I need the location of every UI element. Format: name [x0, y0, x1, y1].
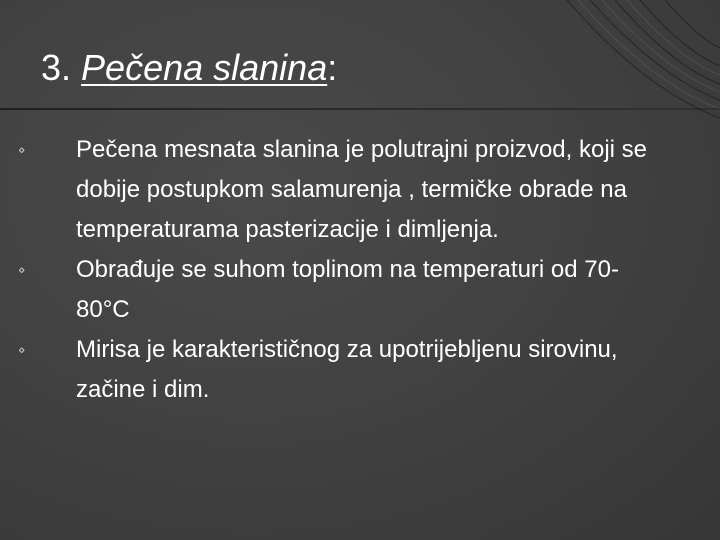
- slide-title: [41, 46, 337, 90]
- bullet-text: Pečena mesnata slanina je polutrajni proizvod, koji se dobije postupkom salamurenja , termičke obrade na temperaturama pasterizacije i dimljenja.: [76, 136, 647, 243]
- title-number: 3.: [41, 47, 82, 88]
- bullet-item: [18, 330, 658, 410]
- title-divider: [0, 108, 720, 110]
- bullet-list: [18, 130, 658, 410]
- title-suffix: :: [327, 47, 338, 88]
- bullet-text: Obrađuje se suhom toplinom na temperaturi od 70-80°C: [76, 256, 619, 323]
- bullet-item: [18, 250, 658, 330]
- title-emphasis: Pečena slanina: [81, 47, 328, 88]
- bullet-marker-icon: ⋄: [18, 143, 26, 157]
- bullet-text: Mirisa je karakterističnog za upotrijebljenu sirovinu, začine i dim.: [76, 336, 618, 403]
- bullet-item: [18, 130, 658, 250]
- bullet-marker-icon: ⋄: [18, 343, 26, 357]
- bullet-marker-icon: ⋄: [18, 263, 26, 277]
